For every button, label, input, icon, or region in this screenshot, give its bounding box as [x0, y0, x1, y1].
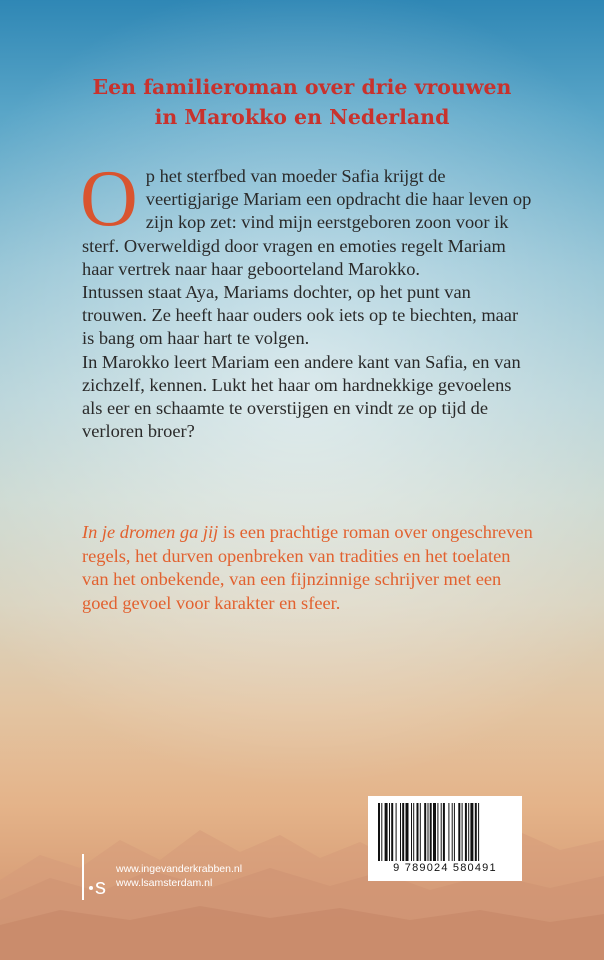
synopsis-paragraph-2: Intussen staat Aya, Mariams dochter, op het punt van trouwen. Ze heeft haar ouders ook iets op te biechten, maar is bang om haar hart te volgen.	[82, 282, 519, 349]
logo-dot	[89, 886, 93, 890]
barcode-bars	[378, 803, 512, 861]
tagline-line-2: in Marokko en Nederland	[154, 105, 450, 129]
synopsis-paragraph-1: Op het sterfbed van moeder Safia krijgt de veertigjarige Mariam een opdracht die haar leven op zijn kop zet: vind mijn eerstgeboren zoon voor ik sterf. Overweldigd door vragen en emoties regelt Mariam haar vertrek naar haar geboorteland Marokko.	[80, 155, 532, 279]
tagline	[0, 72, 604, 132]
tagline-line-1: Een familieroman over drie vrouwen	[92, 75, 512, 99]
url-author: www.ingevanderkrabben.nl	[116, 863, 243, 875]
isbn-number: 9 789024 580491	[393, 862, 497, 874]
blurb-text: is een prachtige roman over ongeschreven regels, het durven openbreken van tradities en het toelaten van het onbekende, van een fijnzinnige schrijver met een goed gevoel voor karakter en sfeer.	[82, 522, 533, 613]
ls-logo-mark	[82, 852, 106, 900]
barcode	[368, 796, 522, 881]
blurb	[82, 521, 537, 615]
drop-cap: O	[80, 155, 138, 243]
publisher-urls	[116, 862, 242, 890]
synopsis	[80, 155, 532, 443]
logo-bar	[82, 854, 84, 900]
logo-letter: s	[95, 874, 106, 899]
blurb-book-title: In je dromen ga jij	[82, 522, 219, 542]
url-publisher: www.lsamsterdam.nl	[116, 877, 213, 889]
publisher-logo	[82, 852, 242, 900]
synopsis-paragraph-3: In Marokko leert Mariam een andere kant van Safia, en van zichzelf, kennen. Lukt het haar om hardnekkige gevoelens als eer en schaamte te overstijgen en vindt ze op tijd de verloren broer?	[82, 351, 521, 442]
